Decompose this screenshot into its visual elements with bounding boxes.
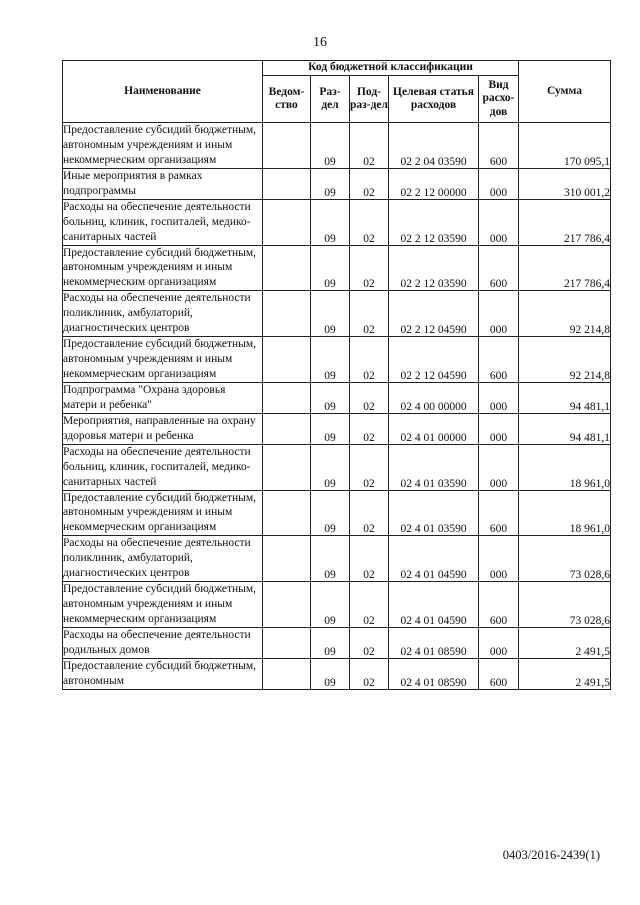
row-summa: 94 481,1 [519, 413, 611, 444]
row-vedomstvo [263, 337, 311, 383]
row-vid: 000 [479, 291, 519, 337]
row-podrazdel: 02 [350, 536, 389, 582]
row-podrazdel: 02 [350, 245, 389, 291]
table-row [63, 658, 611, 689]
row-podrazdel: 02 [350, 582, 389, 628]
row-tselevaya: 02 2 12 04590 [389, 291, 479, 337]
table-row [63, 490, 611, 536]
table-row [63, 536, 611, 582]
row-tselevaya: 02 2 12 04590 [389, 337, 479, 383]
row-summa: 217 786,4 [519, 245, 611, 291]
row-summa: 92 214,8 [519, 337, 611, 383]
row-name: Иные мероприятия в рамках подпрограммы [63, 168, 263, 199]
row-podrazdel: 02 [350, 444, 389, 490]
row-name: Расходы на обеспечение деятельности поликлиник, амбулаторий, диагностических центров [63, 291, 263, 337]
table-row [63, 291, 611, 337]
row-vedomstvo [263, 168, 311, 199]
row-razdel: 09 [311, 490, 350, 536]
row-vedomstvo [263, 413, 311, 444]
row-vid: 000 [479, 199, 519, 245]
row-vid: 600 [479, 582, 519, 628]
row-tselevaya: 02 2 04 03590 [389, 123, 479, 169]
table-row [63, 337, 611, 383]
row-podrazdel: 02 [350, 658, 389, 689]
row-summa: 217 786,4 [519, 199, 611, 245]
row-razdel: 09 [311, 658, 350, 689]
row-summa: 2 491,5 [519, 658, 611, 689]
row-vid: 000 [479, 168, 519, 199]
row-vedomstvo [263, 382, 311, 413]
row-tselevaya: 02 2 12 00000 [389, 168, 479, 199]
row-tselevaya: 02 4 00 00000 [389, 382, 479, 413]
row-vid: 000 [479, 382, 519, 413]
row-vid: 600 [479, 658, 519, 689]
row-name: Расходы на обеспечение деятельности поликлиник, амбулаторий, диагностических центров [63, 536, 263, 582]
table-row [63, 444, 611, 490]
table-row [63, 168, 611, 199]
row-name: Предоставление субсидий бюджетным, автономным учреждениям и иным некоммерческим организациям [63, 582, 263, 628]
row-vedomstvo [263, 199, 311, 245]
row-vedomstvo [263, 291, 311, 337]
row-name: Подпрограмма "Охрана здоровья матери и ребенка" [63, 382, 263, 413]
row-tselevaya: 02 4 01 03590 [389, 444, 479, 490]
row-razdel: 09 [311, 291, 350, 337]
row-name: Предоставление субсидий бюджетным, автономным учреждениям и иным некоммерческим организациям [63, 245, 263, 291]
row-podrazdel: 02 [350, 627, 389, 658]
table-body [63, 123, 611, 690]
row-summa: 94 481,1 [519, 382, 611, 413]
row-vedomstvo [263, 245, 311, 291]
row-summa: 92 214,8 [519, 291, 611, 337]
row-vid: 600 [479, 245, 519, 291]
row-vid: 600 [479, 490, 519, 536]
row-name: Предоставление субсидий бюджетным, автономным учреждениям и иным некоммерческим организациям [63, 490, 263, 536]
header-summa: Сумма [519, 61, 611, 123]
table-row [63, 123, 611, 169]
row-name: Расходы на обеспечение деятельности родильных домов [63, 627, 263, 658]
header-vid: Вид расхо-дов [479, 76, 519, 123]
row-razdel: 09 [311, 123, 350, 169]
header-razdel: Раз-дел [311, 76, 350, 123]
row-summa: 310 001,2 [519, 168, 611, 199]
page-number: 16 [313, 35, 327, 50]
row-podrazdel: 02 [350, 413, 389, 444]
row-vedomstvo [263, 658, 311, 689]
row-podrazdel: 02 [350, 382, 389, 413]
row-name: Расходы на обеспечение деятельности больниц, клиник, госпиталей, медико-санитарных частей [63, 444, 263, 490]
row-razdel: 09 [311, 382, 350, 413]
row-razdel: 09 [311, 168, 350, 199]
row-summa: 18 961,0 [519, 490, 611, 536]
row-summa: 73 028,6 [519, 536, 611, 582]
row-tselevaya: 02 4 01 04590 [389, 582, 479, 628]
row-vedomstvo [263, 627, 311, 658]
row-summa: 73 028,6 [519, 582, 611, 628]
row-vedomstvo [263, 123, 311, 169]
row-vid: 000 [479, 627, 519, 658]
table-row [63, 245, 611, 291]
row-tselevaya: 02 4 01 03590 [389, 490, 479, 536]
row-razdel: 09 [311, 199, 350, 245]
row-summa: 170 095,1 [519, 123, 611, 169]
row-podrazdel: 02 [350, 199, 389, 245]
row-razdel: 09 [311, 536, 350, 582]
row-razdel: 09 [311, 413, 350, 444]
row-tselevaya: 02 4 01 00000 [389, 413, 479, 444]
row-vid: 000 [479, 413, 519, 444]
row-tselevaya: 02 4 01 08590 [389, 658, 479, 689]
header-tselevaya: Целевая статья расходов [389, 76, 479, 123]
row-name: Предоставление субсидий бюджетным, автономным учреждениям и иным некоммерческим организациям [63, 337, 263, 383]
row-name: Предоставление субсидий бюджетным, автономным учреждениям и иным некоммерческим организациям [63, 123, 263, 169]
table-row [63, 199, 611, 245]
row-vid: 600 [479, 123, 519, 169]
row-name: Мероприятия, направленные на охрану здоровья матери и ребенка [63, 413, 263, 444]
row-razdel: 09 [311, 245, 350, 291]
row-tselevaya: 02 2 12 03590 [389, 199, 479, 245]
header-podrazdel: Под-раз-дел [350, 76, 389, 123]
row-vid: 000 [479, 444, 519, 490]
row-vedomstvo [263, 582, 311, 628]
row-razdel: 09 [311, 337, 350, 383]
row-summa: 18 961,0 [519, 444, 611, 490]
header-name: Наименование [63, 61, 263, 123]
budget-table [62, 60, 611, 690]
row-podrazdel: 02 [350, 490, 389, 536]
row-summa: 2 491,5 [519, 627, 611, 658]
row-vedomstvo [263, 444, 311, 490]
table-row [63, 382, 611, 413]
row-name: Предоставление субсидий бюджетным, автономным [63, 658, 263, 689]
table-row [63, 582, 611, 628]
table-row [63, 627, 611, 658]
header-vedomstvo: Ведом-ство [263, 76, 311, 123]
row-vedomstvo [263, 536, 311, 582]
document-code: 0403/2016-2439(1) [502, 848, 600, 862]
row-vid: 000 [479, 536, 519, 582]
row-tselevaya: 02 2 12 03590 [389, 245, 479, 291]
row-podrazdel: 02 [350, 337, 389, 383]
row-name: Расходы на обеспечение деятельности больниц, клиник, госпиталей, медико-санитарных частей [63, 199, 263, 245]
row-vedomstvo [263, 490, 311, 536]
row-podrazdel: 02 [350, 291, 389, 337]
row-razdel: 09 [311, 582, 350, 628]
row-podrazdel: 02 [350, 168, 389, 199]
row-razdel: 09 [311, 627, 350, 658]
header-code-group: Код бюджетной классификации [263, 61, 519, 76]
row-vid: 600 [479, 337, 519, 383]
row-podrazdel: 02 [350, 123, 389, 169]
row-tselevaya: 02 4 01 04590 [389, 536, 479, 582]
row-razdel: 09 [311, 444, 350, 490]
row-tselevaya: 02 4 01 08590 [389, 627, 479, 658]
table-row [63, 413, 611, 444]
